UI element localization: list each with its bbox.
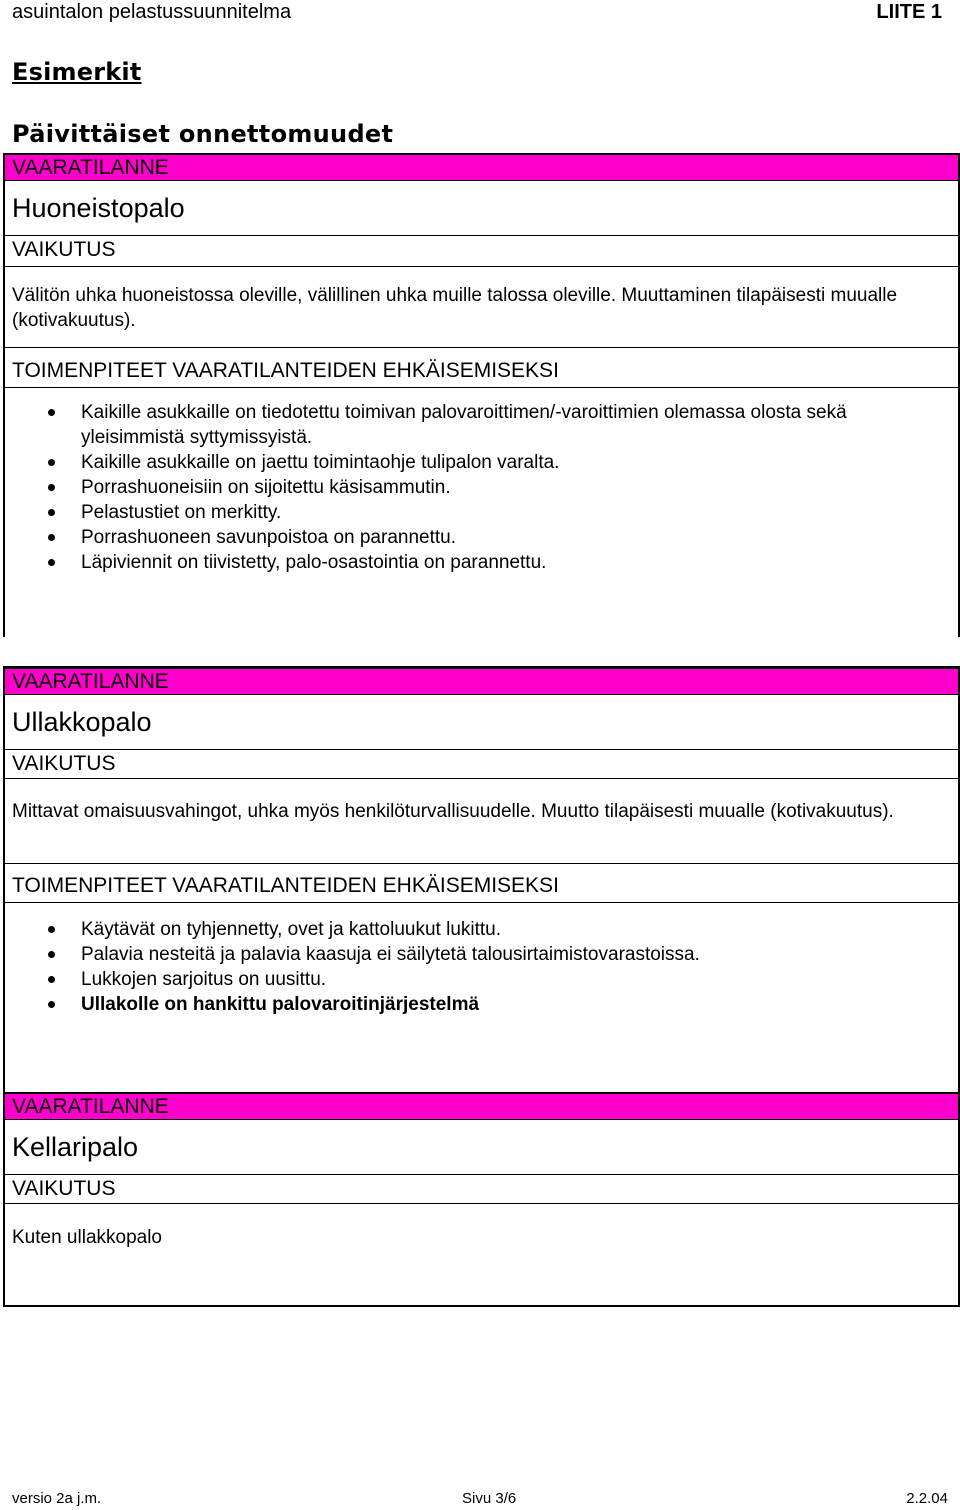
effect-label: VAIKUTUS — [5, 750, 958, 779]
danger-label: VAARATILANNE — [5, 1094, 958, 1120]
effect-text: Kuten ullakkopalo — [12, 1227, 162, 1248]
appendix-label: LIITE 1 — [876, 1, 942, 23]
bullet-icon — [48, 926, 55, 933]
list-item: Lukkojen sarjoitus on uusittu. — [5, 967, 958, 992]
list-item: Pelastustiet on merkitty. — [5, 500, 958, 525]
bullet-icon — [48, 1001, 55, 1008]
list-item: Porrashuoneisiin on sijoitettu käsisammutin. — [5, 475, 958, 500]
bullet-icon — [48, 484, 55, 491]
list-item: Käytävät on tyhjennetty, ovet ja kattoluukut lukittu. — [5, 917, 958, 942]
bullet-icon — [48, 976, 55, 983]
hazard-card-apartment-fire — [3, 153, 960, 637]
list-item: Porrashuoneen savunpoistoa on parannettu. — [5, 525, 958, 550]
hazard-card-basement-fire — [3, 1092, 960, 1307]
danger-label: VAARATILANNE — [5, 155, 958, 181]
list-item: Läpiviennit on tiivistetty, palo-osastointia on parannettu. — [5, 550, 958, 575]
bullet-icon — [48, 534, 55, 541]
hazard-title: Kellaripalo — [5, 1120, 958, 1175]
bullet-icon — [48, 951, 55, 958]
version-label: versio 2a j.m. — [12, 1490, 102, 1507]
measures-label: TOIMENPITEET VAARATILANTEIDEN EHKÄISEMISEKSI — [5, 348, 958, 388]
page-number: Sivu 3/6 — [462, 1490, 517, 1507]
bullet-icon — [48, 559, 55, 566]
bullet-icon — [48, 459, 55, 466]
effect-label: VAIKUTUS — [5, 236, 958, 267]
page-subtitle: Päivittäiset onnettomuudet — [12, 120, 394, 148]
hazard-title: Ullakkopalo — [5, 695, 958, 750]
bullet-icon — [48, 409, 55, 416]
page-title: Esimerkit — [12, 58, 142, 86]
date-label: 2.2.04 — [906, 1490, 948, 1507]
bullet-icon — [48, 509, 55, 516]
list-item: Palavia nesteitä ja palavia kaasuja ei säilytetä talousirtaimistovarastoissa. — [5, 942, 958, 967]
hazard-title: Huoneistopalo — [5, 181, 958, 236]
document-title: asuintalon pelastussuunnitelma — [12, 1, 292, 23]
hazard-card-attic-fire — [3, 666, 960, 1093]
page-footer — [12, 1490, 948, 1510]
measures-list — [5, 388, 958, 575]
measures-label: TOIMENPITEET VAARATILANTEIDEN EHKÄISEMISEKSI — [5, 864, 958, 903]
list-item: Kaikille asukkaille on jaettu toimintaohje tulipalon varalta. — [5, 450, 958, 475]
measures-list — [5, 903, 958, 1017]
effect-text: Välitön uhka huoneistossa oleville, välillinen uhka muille talossa oleville. Muuttaminen tilapäisesti muualle (kotivakuutus). — [5, 267, 958, 348]
page-header — [12, 0, 948, 26]
danger-label: VAARATILANNE — [5, 669, 958, 695]
list-item: Ullakolle on hankittu palovaroitinjärjestelmä — [5, 992, 958, 1017]
effect-label: VAIKUTUS — [5, 1175, 958, 1204]
list-item: Kaikille asukkaille on tiedotettu toimivan palovaroittimen/-varoittimien olemassa olosta sekä yleisimmistä syttymissyistä. — [5, 400, 958, 450]
effect-text: Mittavat omaisuusvahingot, uhka myös henkilöturvallisuudelle. Muutto tilapäisesti muualle (kotivakuutus). — [5, 779, 958, 864]
